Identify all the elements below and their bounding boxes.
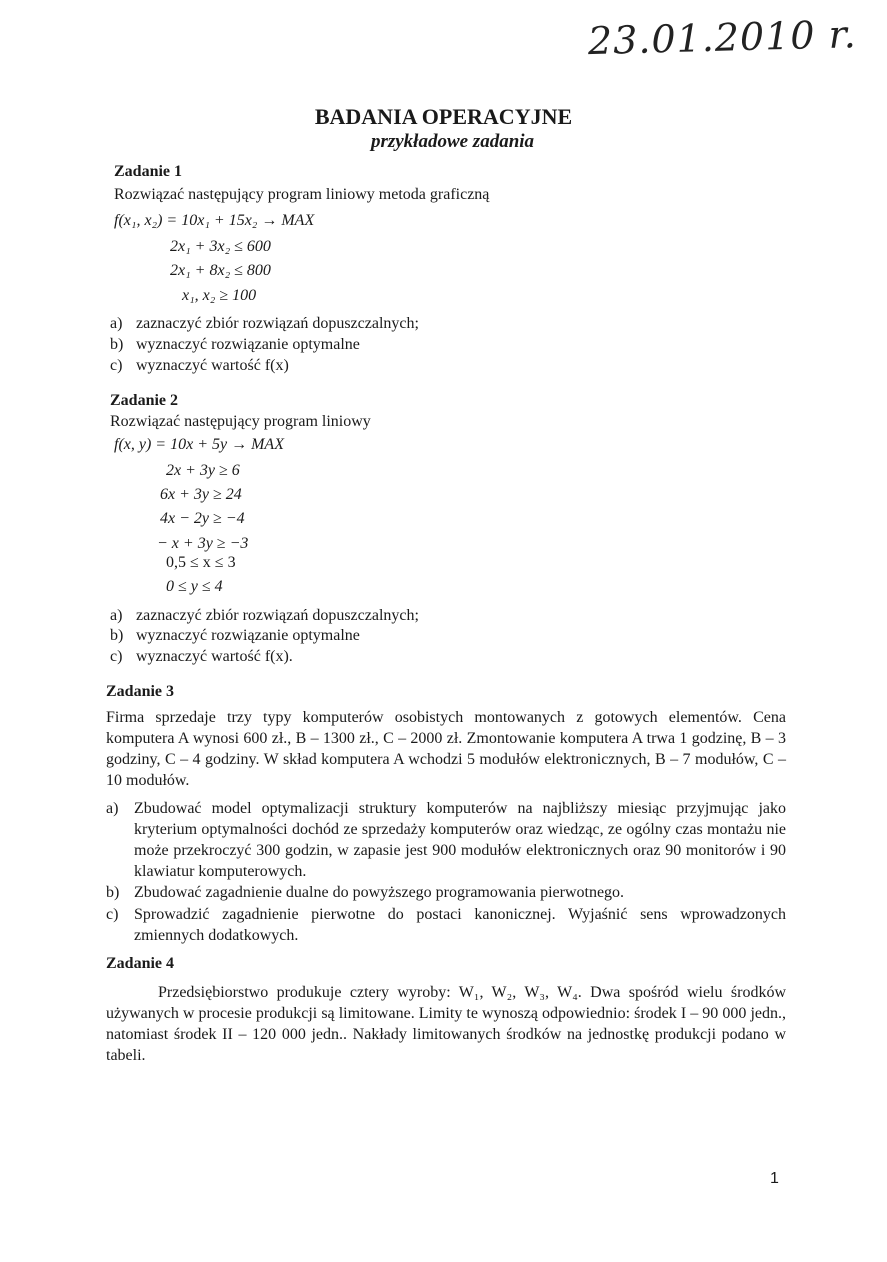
task-3-heading: Zadanie 3 (106, 683, 175, 700)
task-2-item-b: b) wyznaczyć rozwiązanie optymalne (110, 627, 360, 644)
task-1-intro: Rozwiązać następujący program liniowy metoda graficzną (114, 186, 490, 203)
task-1-item-b: b) wyznaczyć rozwiązanie optymalne (110, 336, 360, 353)
page-title: BADANIA OPERACYJNE (314, 104, 573, 129)
task-4-heading: Zadanie 4 (106, 955, 175, 972)
task-2-constraint: 6x + 3y ≥ 24 (160, 486, 242, 503)
handwritten-date: 23.01.2010 r. (587, 12, 858, 64)
task-1-item-c: c) wyznaczyć wartość f(x) (110, 357, 289, 374)
task-3-item-c: c) Sprowadzić zagadnienie pierwotne do postaci kanonicznej. Wyjaśnić sens wprowadzonych zmiennych dodatkowych. (106, 906, 786, 944)
task-2-objective: f(x, y) = 10x + 5y → MAX (114, 436, 284, 453)
task-2-item-a: a) zaznaczyć zbiór rozwiązań dopuszczalnych; (110, 607, 419, 624)
task-1-heading: Zadanie 1 (114, 163, 183, 180)
task-1-constraint: 2x₁ + 8x₂ ≤ 800 (170, 262, 271, 279)
task-1-item-a: a) zaznaczyć zbiór rozwiązań dopuszczalnych; (110, 315, 419, 332)
task-3-item-b: b) Zbudować zagadnienie dualne do powyższego programowania pierwotnego. (106, 884, 625, 901)
task-2-constraint: 4x − 2y ≥ −4 (160, 510, 245, 527)
task-1-constraint: x₁, x₂ ≥ 100 (182, 287, 257, 304)
task-2-constraint: 0 ≤ y ≤ 4 (166, 578, 223, 595)
page-number: 1 (770, 1170, 779, 1187)
task-1-constraint: 2x₁ + 3x₂ ≤ 600 (170, 238, 271, 255)
task-2-item-c: c) wyznaczyć wartość f(x). (110, 648, 293, 665)
task-2-constraint: 2x + 3y ≥ 6 (166, 462, 240, 479)
task-3-item-a: a) Zbudować model optymalizacji struktury komputerów na najbliższy miesiąc przyjmując jako kryterium optymalności dochód ze sprzedaży komputerów oraz wiedząc, ze ogólny czas montażu nie może przekroczyć 300 godzin, w zapasie jest 900 modułów elektronicznych oraz 90 monitorów i 90 klawiatur komputerowych. (106, 800, 786, 880)
task-2-constraint: − x + 3y ≥ −3 (157, 535, 249, 552)
page-subtitle: przykładowe zadania (370, 131, 535, 152)
task-2-intro: Rozwiązać następujący program liniowy (110, 413, 371, 430)
task-2-heading: Zadanie 2 (110, 392, 179, 409)
task-2-constraint: 0,5 ≤ x ≤ 3 (166, 554, 236, 571)
task-3-paragraph: Firma sprzedaje trzy typy komputerów osobistych montowanych z gotowych elementów. Cena komputera A wynosi 600 zł., B – 1300 zł., C – 2000 zł. Zmontowanie komputera A trwa 1 godzinę, B – 3 godziny, C – 4 godziny. W skład komputera A wchodzi 5 modułów elektronicznych, B – 7 modułów, C – 10 modułów. (106, 709, 786, 789)
task-4-paragraph: Przedsiębiorstwo produkuje cztery wyroby: W₁, W₂, W₃, W₄. Dwa spośród wielu środków używanych w procesie produkcji są limitowane. Limity te wynoszą odpowiednio: środek I – 90 000 jedn., natomiast środek II – 120 000 jedn.. Nakłady limitowanych środków na jednostkę produkcji podano w tabeli. (106, 984, 786, 1064)
task-1-objective: f(x₁, x₂) = 10x₁ + 15x₂ → MAX (114, 212, 315, 229)
